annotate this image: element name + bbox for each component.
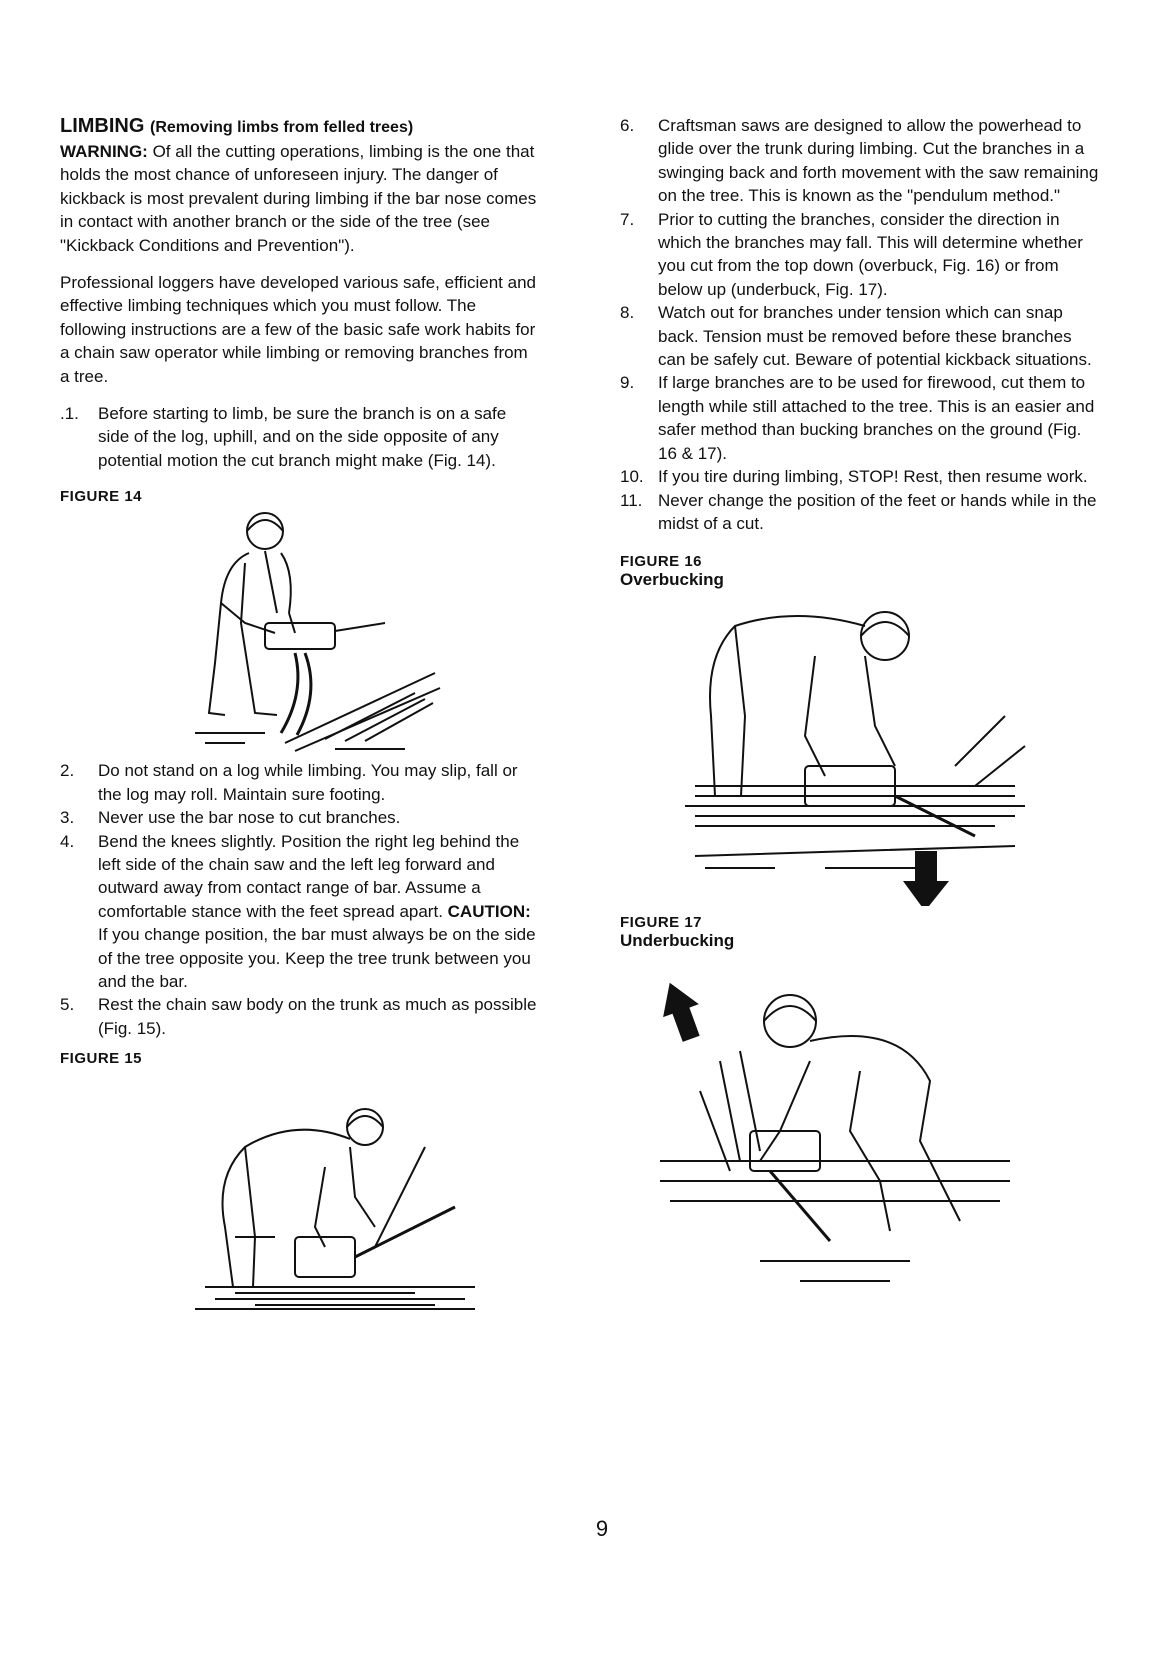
list-item xyxy=(60,402,540,472)
figure-15-illustration xyxy=(175,1087,540,1317)
warning-paragraph xyxy=(60,140,540,257)
list-item xyxy=(620,208,1100,302)
warning-label: WARNING: xyxy=(60,142,148,161)
section-subtitle: (Removing limbs from felled trees) xyxy=(150,119,414,136)
left-column xyxy=(60,114,540,1317)
right-column xyxy=(620,114,1100,1291)
overbucking-figure-icon xyxy=(675,596,1035,906)
step-text: Do not stand on a log while limbing. You may slip, fall or the log may roll. Maintain sure footing. xyxy=(98,761,518,804)
step-number: 3. xyxy=(60,808,75,828)
step-number: 9. xyxy=(620,373,635,393)
step-number: 7. xyxy=(620,209,635,229)
step-number: 4. xyxy=(60,831,75,851)
section-heading xyxy=(60,114,540,140)
step-number: 6. xyxy=(620,116,635,135)
step-number: 8. xyxy=(620,303,635,323)
intro-paragraph: Professional loggers have developed various safe, efficient and effective limbing techniques which you must follow. The following instructions are a few of the basic safe work habits for a chain saw operator while limbing or removing branches from a tree. xyxy=(60,273,536,386)
figure-14-label: FIGURE 14 xyxy=(60,488,143,506)
list-item xyxy=(620,114,1100,208)
step-text: If you tire during limbing, STOP! Rest, then resume work. xyxy=(658,467,1088,487)
limbing-figure-icon xyxy=(175,1087,485,1317)
list-item xyxy=(620,371,1100,465)
step-text: Bend the knees slightly. Position the right leg behind the left side of the chain saw and the left leg forward and outward away from contact range of bar. Assume a comfortable stance with the feet spread apart. xyxy=(98,831,520,921)
step-number: 11. xyxy=(620,490,643,510)
step-text: If large branches are to be used for firewood, cut them to length while still attached to the tree. This is an easier and safer method than bucking branches on the ground (Fig. 16 & 17). xyxy=(658,373,1095,463)
underbucking-figure-icon xyxy=(660,981,1030,1291)
figure-16-title: Overbucking xyxy=(620,570,724,590)
list-item xyxy=(60,806,540,829)
list-item xyxy=(60,759,540,806)
figure-17-illustration xyxy=(660,981,1100,1291)
step-text: Rest the chain saw body on the trunk as much as possible (Fig. 15). xyxy=(98,995,537,1038)
section-title: LIMBING xyxy=(60,115,145,137)
list-item xyxy=(620,301,1100,371)
limbing-figure-icon xyxy=(185,503,445,753)
list-item xyxy=(60,830,540,994)
step-text: Watch out for branches under tension which can snap back. Tension must be removed before these branches can be safely cut. Beware of potential kickback situations. xyxy=(658,303,1092,370)
warning-text: Of all the cutting operations, limbing is the one that holds the most chance of unforeseen injury. The danger of kickback is most prevalent during limbing if the bar nose comes in contact with another branch or the side of the tree (see "Kickback Conditions and Prevention"). xyxy=(60,142,537,255)
step-number: 5. xyxy=(60,995,75,1015)
step-text: Before starting to limb, be sure the branch is on a safe side of the log, uphill, and on the side opposite of any potential motion the cut branch might make (Fig. 14). xyxy=(98,404,507,470)
steps-list-left-1 xyxy=(60,402,540,472)
page-number: 9 xyxy=(595,1516,609,1541)
steps-list-right xyxy=(620,114,1100,535)
figure-16-illustration xyxy=(675,596,1100,906)
list-item xyxy=(620,489,1100,536)
step-text-continued: If you change position, the bar must always be on the side of the tree opposite you. Keep the tree trunk between you and the bar. xyxy=(98,925,536,991)
step-text: Prior to cutting the branches, consider the direction in which the branches may fall. This will determine whether you cut from the top down (overbuck, Fig. 16) or from below up (underbuck, Fig. 17). xyxy=(658,209,1083,299)
step-text: Never use the bar nose to cut branches. xyxy=(98,808,401,828)
step-text: Never change the position of the feet or hands while in the midst of a cut. xyxy=(658,490,1097,533)
steps-list-left-2 xyxy=(60,759,540,1040)
figure-14-illustration xyxy=(185,503,540,753)
step-number: .1. xyxy=(60,404,79,424)
figure-15-label: FIGURE 15 xyxy=(60,1050,143,1068)
list-item xyxy=(620,465,1100,488)
step-number: 2. xyxy=(60,761,75,781)
figure-17-title: Underbucking xyxy=(620,931,735,951)
step-number: 10. xyxy=(620,467,644,487)
step-text: Craftsman saws are designed to allow the powerhead to glide over the trunk during limbing. Cut the branches in a swinging back and forth movement with the saw remaining on the tree. This is known as the "pendulum method." xyxy=(658,116,1099,206)
figure-17-label: FIGURE 17 xyxy=(620,914,703,932)
caution-label: CAUTION: xyxy=(447,901,531,921)
figure-16-label: FIGURE 16 xyxy=(620,553,703,571)
list-item xyxy=(60,993,540,1040)
